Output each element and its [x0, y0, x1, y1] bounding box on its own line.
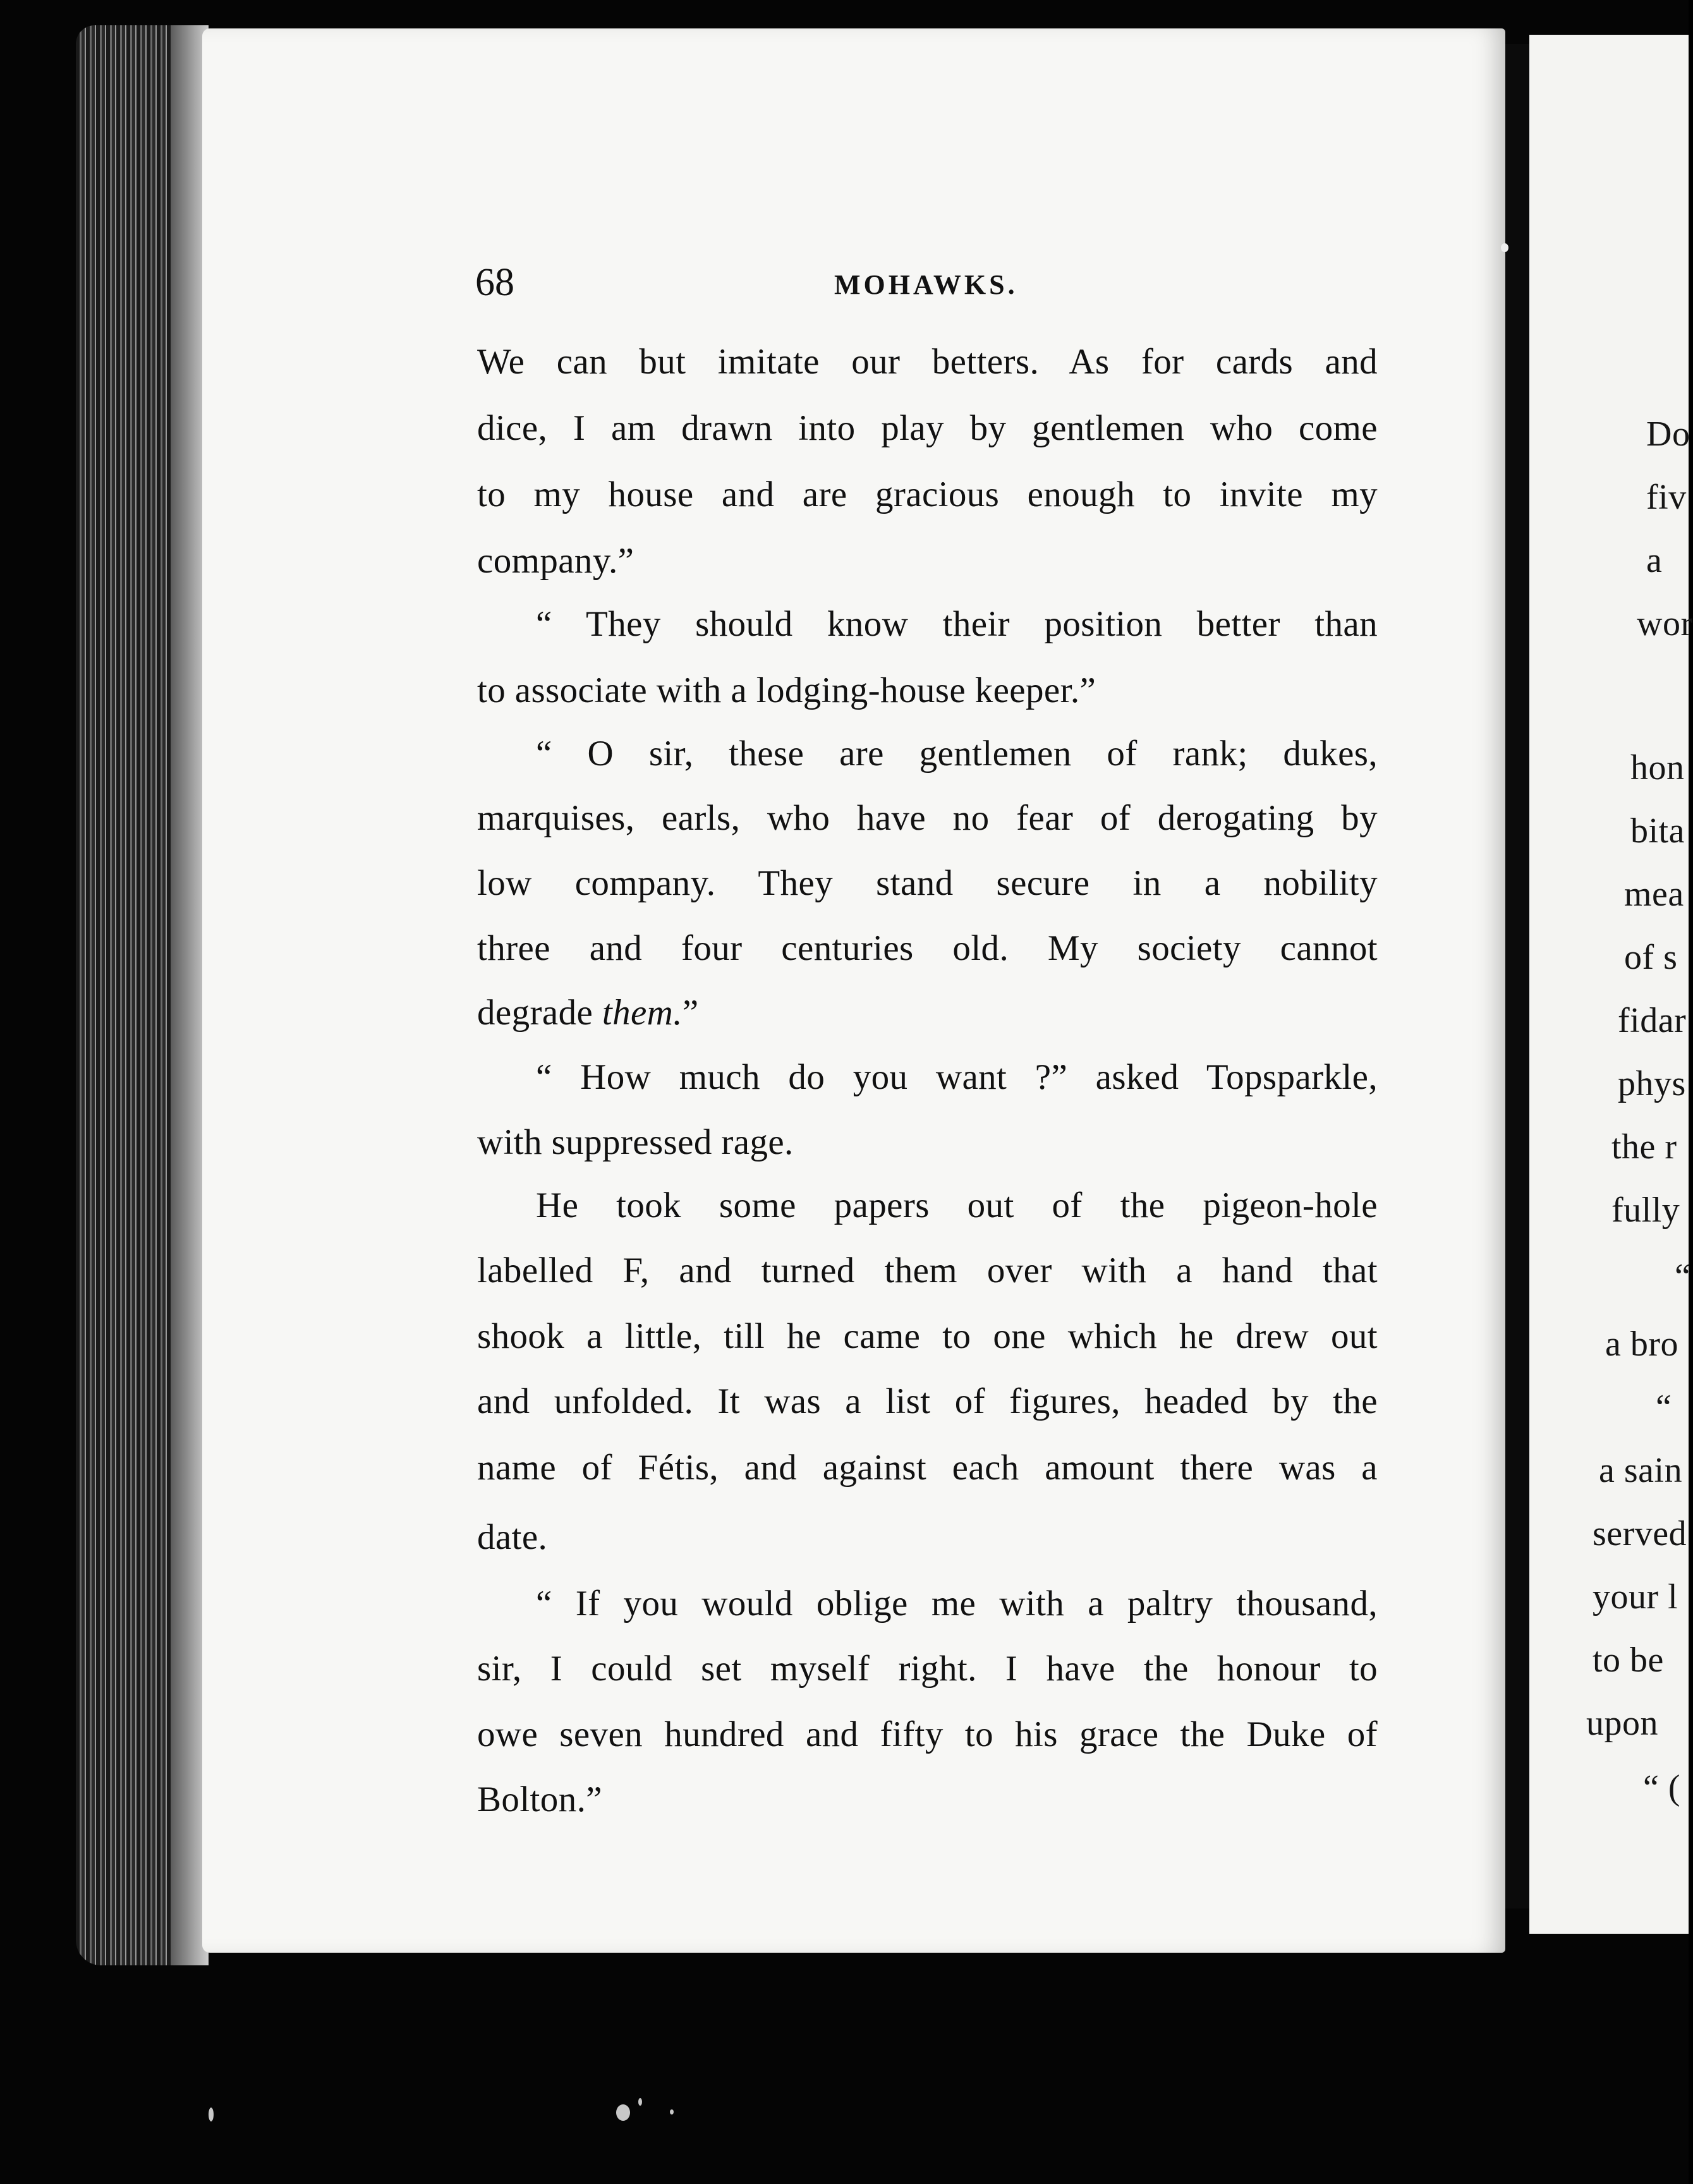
right-fragment: “ (: [1643, 1768, 1681, 1807]
text-line: “ O sir, these are gentlemen of rank; dukes,: [536, 734, 1378, 774]
right-fragment: wor: [1637, 604, 1693, 643]
right-fragment: bita: [1630, 811, 1685, 851]
text-line: to my house and are gracious enough to invite my: [477, 475, 1378, 514]
right-fragment: fidar: [1618, 1001, 1687, 1040]
scan-speck: [209, 2108, 214, 2121]
page-edge-stack: [76, 25, 209, 1965]
text-line: three and four centuries old. My society cannot: [477, 928, 1378, 968]
text-line: with suppressed rage.: [477, 1122, 794, 1162]
right-fragment: fully: [1611, 1191, 1680, 1230]
text-line: sir, I could set myself right. I have the honour to: [477, 1649, 1378, 1689]
right-fragment: “: [1656, 1388, 1672, 1427]
running-head: MOHAWKS.: [834, 269, 1018, 300]
right-fragment: “: [1675, 1257, 1691, 1296]
text-line: name of Fétis, and against each amount there was a: [477, 1448, 1378, 1488]
right-fragment: hon: [1630, 748, 1685, 787]
text-line: Bolton.”: [477, 1780, 602, 1819]
text-line: He took some papers out of the pigeon-hole: [536, 1186, 1378, 1225]
right-fragment: fiv: [1646, 478, 1687, 517]
text-line: shook a little, till he came to one which he drew out: [477, 1316, 1378, 1356]
book-gutter: [1505, 44, 1529, 1908]
right-page-partial: [1529, 35, 1693, 1934]
right-fragment: a sain: [1599, 1451, 1683, 1490]
right-fragment: served: [1593, 1514, 1687, 1553]
italic-word: them.: [602, 993, 683, 1033]
text-segment: degrade: [477, 993, 593, 1033]
text-line: date.: [477, 1517, 548, 1557]
scan-speck: [616, 2104, 630, 2121]
right-fragment: phys: [1618, 1064, 1686, 1103]
text-line: owe seven hundred and fifty to his grace the Duke of: [477, 1714, 1378, 1754]
scan-speck: [638, 2098, 642, 2106]
text-line: labelled F, and turned them over with a hand that: [477, 1251, 1378, 1290]
right-fragment: a bro: [1605, 1325, 1679, 1364]
text-line: We can but imitate our betters. As for cards and: [477, 342, 1378, 382]
text-line: company.”: [477, 541, 634, 581]
right-fragment: a: [1646, 541, 1663, 580]
scan-speck: [670, 2109, 674, 2114]
text-line: marquises, earls, who have no fear of derogating by: [477, 798, 1378, 838]
text-line: [477, 992, 1378, 1033]
text-line: low company. They stand secure in a nobility: [477, 863, 1378, 903]
right-fragment: upon: [1586, 1704, 1658, 1743]
page-number: 68: [475, 261, 514, 304]
text-line: dice, I am drawn into play by gentlemen who come: [477, 408, 1378, 448]
closing-quote: ”: [682, 993, 699, 1033]
text-line: “ If you would oblige me with a paltry thousand,: [536, 1584, 1378, 1623]
text-line: “ How much do you want ?” asked Topsparkle,: [536, 1057, 1378, 1097]
text-line: to associate with a lodging-house keeper.”: [477, 670, 1096, 710]
right-fragment: your l: [1593, 1577, 1678, 1617]
text-line: “ They should know their position better than: [536, 604, 1378, 644]
right-fragment: Do: [1646, 415, 1690, 454]
scan-speck: [1501, 243, 1508, 252]
right-fragment: mea: [1624, 875, 1684, 914]
right-fragment: the r: [1611, 1127, 1677, 1167]
text-line: and unfolded. It was a list of figures, headed by the: [477, 1381, 1378, 1421]
right-fragment: to be: [1593, 1641, 1664, 1680]
right-fragment: of s: [1624, 938, 1678, 977]
